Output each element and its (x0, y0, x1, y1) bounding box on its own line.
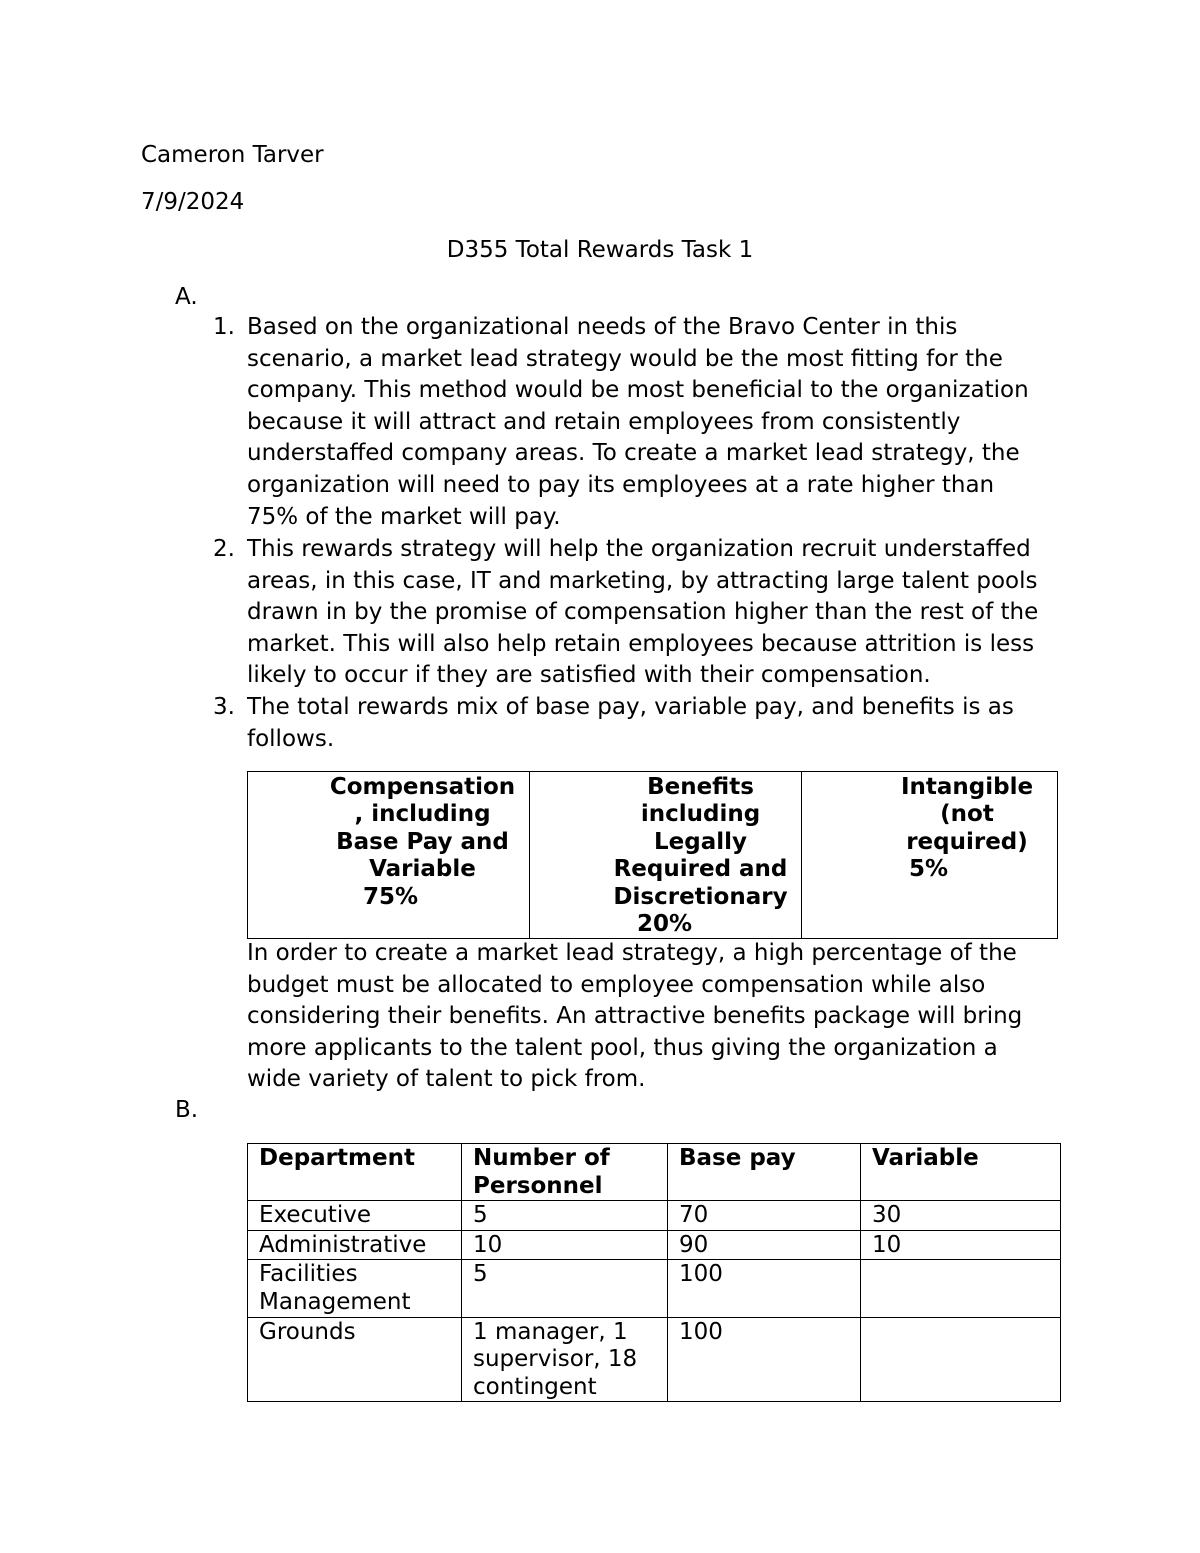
compensation-line: , including (354, 801, 491, 828)
cell-text: 30 (872, 1202, 902, 1229)
cell-text: Facilities (259, 1261, 358, 1288)
cell-text: Management (259, 1288, 411, 1315)
table-cell (248, 1201, 462, 1231)
table-cell (668, 1201, 861, 1231)
cell-text: 70 (679, 1202, 709, 1229)
table-cell (861, 1317, 1061, 1402)
item-1-line: company. This method would be most beneficial to the organization (247, 377, 1029, 404)
item-1-text (247, 312, 1029, 533)
cell-text: contingent (473, 1373, 597, 1400)
table-header-row (248, 1144, 1061, 1201)
cell-text: 10 (473, 1231, 503, 1258)
benefits-line: Discretionary (613, 883, 788, 910)
mix-explanation (247, 938, 1022, 1096)
cell-text: Grounds (259, 1318, 356, 1345)
section-a-label: A. (175, 284, 198, 310)
document-date: 7/9/2024 (141, 189, 245, 215)
table-cell (861, 1260, 1061, 1317)
header-cell (248, 1144, 462, 1201)
table-cell (248, 1317, 462, 1402)
mix-explanation-line: budget must be allocated to employee compensation while also (247, 971, 986, 998)
compensation-line: Variable (369, 856, 476, 883)
item-2-line: This rewards strategy will help the organization recruit understaffed (247, 536, 1031, 562)
item-3-line: The total rewards mix of base pay, variable pay, and benefits is as (247, 694, 1014, 720)
cell-text: 100 (679, 1261, 723, 1288)
mix-explanation-line: more applicants to the talent pool, thus giving the organization a (247, 1034, 998, 1061)
section-b-label: B. (175, 1097, 199, 1123)
cell-text: 10 (872, 1231, 902, 1258)
table-cell (462, 1230, 668, 1260)
table-cell (668, 1317, 861, 1402)
header-label: Number of (473, 1145, 610, 1171)
header-label: Personnel (473, 1172, 603, 1199)
cell-text: 90 (679, 1231, 709, 1258)
intangible-percent: 5% (909, 856, 949, 883)
item-3-text (247, 692, 1014, 755)
table-cell (248, 1260, 462, 1317)
table-row (248, 1260, 1061, 1317)
table-cell (861, 1230, 1061, 1260)
item-1-line: understaffed company areas. To create a market lead strategy, the (247, 440, 1020, 467)
table-row (248, 1317, 1061, 1402)
item-1-line: because it will attract and retain employees from consistently (247, 408, 961, 435)
cell-text: supervisor, 18 (473, 1346, 638, 1373)
benefits-line: including (640, 801, 761, 828)
compensation-cell (248, 772, 530, 939)
cell-text: 5 (473, 1202, 488, 1229)
benefits-line: Legally (654, 828, 747, 855)
document-title: D355 Total Rewards Task 1 (446, 237, 754, 263)
header-label: Base pay (679, 1145, 796, 1171)
table-cell (668, 1260, 861, 1317)
intangible-cell (802, 772, 1058, 939)
benefits-line: Benefits (647, 774, 754, 800)
table-cell (861, 1201, 1061, 1231)
compensation-line: Compensation (329, 774, 516, 800)
item-1-line: 75% of the market will pay. (247, 503, 561, 530)
item-1-line: Based on the organizational needs of the Bravo Center in this (247, 314, 958, 340)
item-2-line: market. This will also help retain employees because attrition is less (247, 630, 1035, 657)
item-2-number: 2. (213, 536, 235, 562)
cell-text: Executive (259, 1202, 371, 1229)
header-label: Variable (872, 1145, 979, 1171)
item-3-number: 3. (213, 694, 235, 720)
cell-text: 100 (679, 1318, 723, 1345)
header-cell (462, 1144, 668, 1201)
author-name: Cameron Tarver (141, 142, 324, 168)
cell-text: Administrative (259, 1231, 427, 1258)
department-table (247, 1143, 1061, 1402)
table-row (248, 1230, 1061, 1260)
compensation-percent: 75% (363, 883, 419, 910)
cell-text: 1 manager, 1 (473, 1318, 628, 1345)
table-cell (462, 1317, 668, 1402)
intangible-line: Intangible (900, 774, 1034, 800)
benefits-line: Required and (613, 856, 788, 883)
item-2-text (247, 534, 1038, 692)
header-cell (861, 1144, 1061, 1201)
intangible-line: required) (906, 828, 1028, 855)
item-1-number: 1. (213, 314, 235, 340)
benefits-cell (530, 772, 802, 939)
table-cell (248, 1230, 462, 1260)
item-1-line: organization will need to pay its employees at a rate higher than (247, 471, 995, 498)
item-2-line: drawn in by the promise of compensation higher than the rest of the (247, 599, 1039, 626)
item-2-line: likely to occur if they are satisfied with their compensation. (247, 662, 931, 689)
table-cell (462, 1260, 668, 1317)
mix-explanation-line: considering their benefits. An attractive benefits package will bring (247, 1003, 1023, 1030)
intangible-line: (not (940, 801, 994, 828)
header-cell (668, 1144, 861, 1201)
benefits-percent: 20% (637, 911, 693, 938)
item-3-line: follows. (247, 725, 335, 752)
cell-text: 5 (473, 1261, 488, 1288)
table-cell (668, 1230, 861, 1260)
header-label: Department (259, 1145, 415, 1171)
mix-explanation-line: In order to create a market lead strategy, a high percentage of the (247, 940, 1017, 966)
item-2-line: areas, in this case, IT and marketing, by attracting large talent pools (247, 567, 1038, 594)
mix-explanation-line: wide variety of talent to pick from. (247, 1066, 646, 1093)
rewards-mix-table (247, 771, 1058, 939)
table-cell (462, 1201, 668, 1231)
item-1-line: scenario, a market lead strategy would be the most fitting for the (247, 345, 1003, 372)
table-row (248, 1201, 1061, 1231)
compensation-line: Base Pay and (336, 828, 509, 855)
